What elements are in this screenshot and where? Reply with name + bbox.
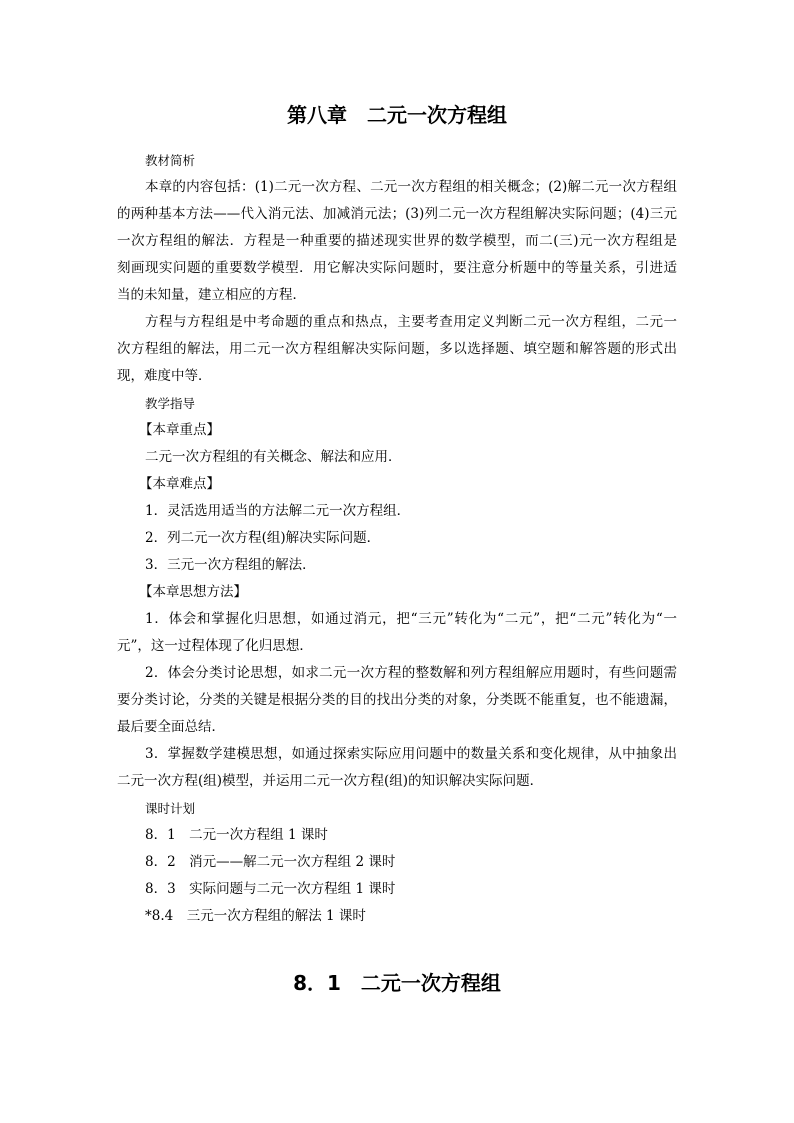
document-body (117, 147, 677, 930)
paragraph-line: 二元一次方程(组)模型，并运用二元一次方程(组)的知识解决实际问题． (117, 773, 544, 789)
list-item: 1．体会和掌握化归思想，如通过消元，把“三元”转化为“二元”，把“二元”转化为“一 (145, 611, 677, 627)
lesson-plan-item: *8.4 三元一次方程组的解法 1 课时 (145, 908, 366, 924)
paragraph-line: 方程与方程组是中考命题的重点和热点，主要考查用定义判断二元一次方程组，二元一 (145, 314, 677, 330)
paragraph-line: 次方程组的解法，用二元一次方程组解决实际问题，多以选择题、填空题和解答题的形式出 (117, 341, 677, 357)
paragraph-line: 元”，这一过程体现了化归思想． (117, 638, 313, 654)
heading-difficulties: 【本章难点】 (139, 476, 220, 492)
list-item: 2．体会分类讨论思想，如求二元一次方程的整数解和列方程组解应用题时，有些问题需 (145, 665, 677, 681)
paragraph-line: 的两种基本方法——代入消元法、加减消元法；(3)列二元一次方程组解决实际问题；(4)三元 (117, 206, 677, 222)
list-item: 1．灵活选用适当的方法解二元一次方程组． (145, 503, 411, 519)
paragraph-line: 最后要全面总结． (117, 719, 225, 735)
lesson-plan-item: 8．1 二元一次方程组 1 课时 (145, 827, 328, 843)
paragraph-line: 刻画现实问题的重要数学模型．用它解决实际问题时，要注意分析题中的等量关系，引进适 (117, 260, 677, 276)
heading-textbook-analysis: 教材简析 (145, 153, 196, 168)
list-item: 3．掌握数学建模思想，如通过探索实际应用问题中的数量关系和变化规律，从中抽象出 (145, 746, 677, 762)
lesson-plan-item: 8．2 消元——解二元一次方程组 2 课时 (145, 854, 396, 870)
paragraph-line: 当的未知量，建立相应的方程． (117, 287, 306, 303)
heading-thinking-methods: 【本章思想方法】 (139, 584, 247, 600)
heading-key-points: 【本章重点】 (139, 422, 220, 438)
heading-teaching-guide: 教学指导 (145, 396, 196, 411)
section-title: 8．1 二元一次方程组 (293, 971, 501, 995)
paragraph-line: 现，难度中等． (117, 368, 212, 384)
list-item: 2．列二元一次方程(组)解决实际问题． (145, 530, 381, 546)
paragraph-line: 要分类讨论，分类的关键是根据分类的目的找出分类的对象，分类既不能重复，也不能遗漏， (117, 692, 677, 708)
paragraph-line: 二元一次方程组的有关概念、解法和应用． (145, 449, 402, 465)
lesson-plan-item: 8．3 实际问题与二元一次方程组 1 课时 (145, 881, 396, 897)
chapter-title: 第八章 二元一次方程组 (287, 103, 507, 127)
paragraph-line: 本章的内容包括：(1)二元一次方程、二元一次方程组的相关概念；(2)解二元一次方程组 (145, 179, 677, 195)
paragraph-line: 一次方程组的解法．方程是一种重要的描述现实世界的数学模型，而二(三)元一次方程组是 (117, 233, 677, 249)
list-item: 3．三元一次方程组的解法． (145, 557, 316, 573)
heading-lesson-plan: 课时计划 (145, 801, 196, 816)
